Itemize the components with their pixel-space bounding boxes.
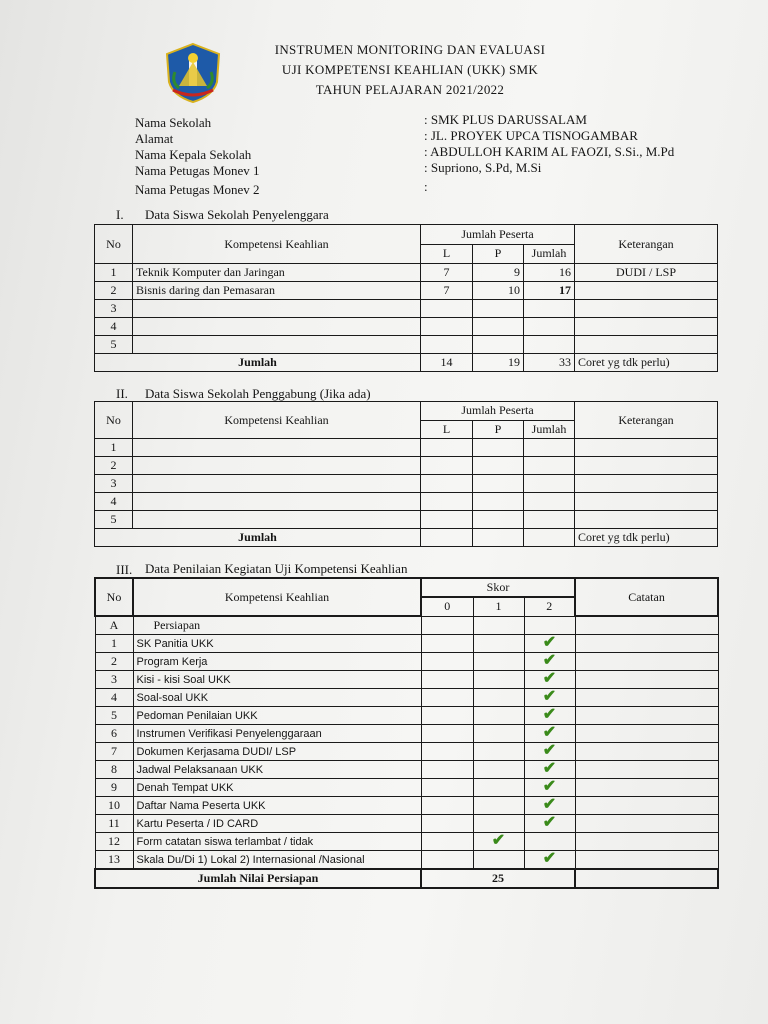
col-header-jumlah: Jumlah: [524, 420, 575, 439]
cell-l: [421, 475, 473, 493]
cell-skor-0: [421, 743, 473, 761]
checkmark-icon: ✔: [491, 832, 506, 849]
group-no: A: [95, 616, 133, 635]
cell-no: 6: [95, 725, 133, 743]
cell-l: [421, 318, 473, 336]
table-row: [95, 635, 718, 653]
table-row: [95, 797, 718, 815]
cell-no: 8: [95, 761, 133, 779]
header-title-line2: UJI KOMPETENSI KEAHLIAN (UKK) SMK: [281, 62, 539, 77]
cell-kompetensi: [133, 439, 421, 457]
cell-kompetensi: Skala Du/Di 1) Lokal 2) Internasional /Nasional: [133, 851, 421, 870]
section1-table: [94, 224, 718, 372]
checkmark-icon: ✔: [542, 688, 557, 705]
cell-no: 3: [95, 475, 133, 493]
cell-catatan: [575, 833, 718, 851]
col-header-keterangan: Keterangan: [575, 402, 718, 439]
table-row: [95, 851, 718, 870]
col-header-kompetensi: Kompetensi Keahlian: [133, 402, 421, 439]
cell-skor-0: [421, 797, 473, 815]
section3-number: III.: [116, 562, 133, 577]
cell-no: 4: [95, 318, 133, 336]
total-label: Jumlah: [95, 529, 421, 547]
cell-p: [473, 511, 524, 529]
cell-no: 11: [95, 815, 133, 833]
cell-no: 13: [95, 851, 133, 870]
total-jumlah: 33: [524, 354, 575, 372]
table-row: [95, 761, 718, 779]
checkmark-icon: ✔: [542, 778, 557, 795]
col-header-skor-1: 1: [473, 597, 524, 616]
cell-skor-2: [524, 743, 575, 761]
total-l: [421, 529, 473, 547]
cell-skor-2: [524, 707, 575, 725]
cell-l: [421, 336, 473, 354]
cell-p: [473, 439, 524, 457]
table-row: [95, 457, 718, 475]
cell-keterangan: [575, 511, 718, 529]
cell-skor-1: [473, 671, 524, 689]
cell-catatan: [575, 689, 718, 707]
col-header-skor: Skor: [421, 578, 575, 597]
cell-skor-0: [421, 689, 473, 707]
checkmark-icon: ✔: [542, 814, 557, 831]
col-header-kompetensi: Kompetensi Keahlian: [133, 578, 421, 616]
cell-no: 2: [95, 653, 133, 671]
cell-skor-2: [524, 761, 575, 779]
cell-kompetensi: Kartu Peserta / ID CARD: [133, 815, 421, 833]
info-value: : JL. PROYEK UPCA TISNOGAMBAR: [424, 128, 638, 143]
table-row: [95, 779, 718, 797]
cell-no: 3: [95, 300, 133, 318]
cell-skor-1: [473, 635, 524, 653]
cell-kompetensi: Teknik Komputer dan Jaringan: [133, 264, 421, 282]
cell-skor-0: [421, 635, 473, 653]
cell-jumlah: [524, 493, 575, 511]
table-row: [95, 707, 718, 725]
cell-skor-2: [524, 689, 575, 707]
checkmark-icon: ✔: [542, 742, 557, 759]
info-value: : ABDULLOH KARIM AL FAOZI, S.Si., M.Pd: [424, 144, 675, 159]
col-header-jumlah-peserta: Jumlah Peserta: [421, 402, 575, 421]
table-row: [95, 653, 718, 671]
cell-l: 7: [421, 264, 473, 282]
cell-skor-1: [473, 743, 524, 761]
cell-no: 5: [95, 336, 133, 354]
cell-no: 1: [95, 635, 133, 653]
cell-kompetensi: Bisnis daring dan Pemasaran: [133, 282, 421, 300]
cell-jumlah: 16: [524, 264, 575, 282]
col-header-skor-0: 0: [421, 597, 473, 616]
total-value: 25: [421, 869, 575, 888]
cell-skor-0: [421, 671, 473, 689]
table-row: [95, 475, 718, 493]
cell-skor-2: [524, 653, 575, 671]
cell-p: [473, 493, 524, 511]
cell-skor-1: [473, 797, 524, 815]
cell-no: 10: [95, 797, 133, 815]
cell-catatan: [575, 616, 718, 635]
cell-no: 3: [95, 671, 133, 689]
cell-skor-2: [524, 725, 575, 743]
table-row: [95, 743, 718, 761]
cell-kompetensi: Daftar Nama Peserta UKK: [133, 797, 421, 815]
col-header-kompetensi: Kompetensi Keahlian: [133, 225, 421, 264]
cell-jumlah: [524, 318, 575, 336]
table-row: [95, 264, 718, 282]
checkmark-icon: ✔: [542, 724, 557, 741]
table-row: [95, 671, 718, 689]
col-header-p: P: [473, 420, 524, 439]
checkmark-icon: ✔: [542, 706, 557, 723]
total-keterangan: Coret yg tdk perlu): [575, 354, 718, 372]
cell-p: [473, 475, 524, 493]
info-values: [424, 112, 675, 195]
table-row: [95, 511, 718, 529]
cell-kompetensi: Form catatan siswa terlambat / tidak: [133, 833, 421, 851]
cell-kompetensi: Dokumen Kerjasama DUDI/ LSP: [133, 743, 421, 761]
cell-catatan: [575, 815, 718, 833]
cell-keterangan: [575, 282, 718, 300]
cell-kompetensi: Kisi - kisi Soal UKK: [133, 671, 421, 689]
info-value: : Supriono, S.Pd, M.Si: [424, 160, 542, 175]
cell-kompetensi: [133, 318, 421, 336]
cell-skor-0: [421, 851, 473, 870]
cell-skor-1: [473, 707, 524, 725]
cell-no: 9: [95, 779, 133, 797]
total-row: [95, 529, 718, 547]
cell-keterangan: [575, 300, 718, 318]
total-jumlah: [524, 529, 575, 547]
cell-skor-1: [473, 761, 524, 779]
cell-p: [473, 336, 524, 354]
total-row: [95, 354, 718, 372]
province-emblem-logo: [163, 42, 223, 104]
info-label: Nama Petugas Monev 1: [135, 163, 260, 178]
cell-skor-1: [473, 815, 524, 833]
total-keterangan: Coret yg tdk perlu): [575, 529, 718, 547]
cell-p: [473, 318, 524, 336]
col-header-skor-2: 2: [524, 597, 575, 616]
section2-title: Data Siswa Sekolah Penggabung (Jika ada): [145, 386, 371, 401]
table-row: [95, 493, 718, 511]
total-p: 19: [473, 354, 524, 372]
cell-catatan: [575, 743, 718, 761]
cell-kompetensi: Pedoman Penilaian UKK: [133, 707, 421, 725]
cell-kompetensi: [133, 475, 421, 493]
col-header-l: L: [421, 244, 473, 264]
section3-title: Data Penilaian Kegiatan Uji Kompetensi Keahlian: [145, 561, 408, 576]
table-row: [95, 336, 718, 354]
cell-skor-2: [524, 635, 575, 653]
cell-keterangan: DUDI / LSP: [575, 264, 718, 282]
checkmark-icon: ✔: [542, 850, 557, 867]
cell-l: [421, 439, 473, 457]
cell-no: 4: [95, 493, 133, 511]
checkmark-icon: ✔: [542, 634, 557, 651]
info-value: : SMK PLUS DARUSSALAM: [424, 112, 587, 127]
cell-skor-0: [421, 815, 473, 833]
col-header-keterangan: Keterangan: [575, 225, 718, 264]
total-label: Jumlah: [95, 354, 421, 372]
cell-catatan: [575, 653, 718, 671]
checkmark-icon: ✔: [542, 796, 557, 813]
cell-no: 12: [95, 833, 133, 851]
cell-skor-0: [421, 725, 473, 743]
cell-skor-2: [524, 851, 575, 870]
col-header-no: No: [95, 225, 133, 264]
cell-skor-2: [524, 833, 575, 851]
table-row: [95, 439, 718, 457]
cell-jumlah: 17: [524, 282, 575, 300]
cell-p: 9: [473, 264, 524, 282]
cell-catatan: [575, 851, 718, 870]
total-label: Jumlah Nilai Persiapan: [95, 869, 421, 888]
section3-table: [94, 577, 719, 889]
cell-no: 2: [95, 457, 133, 475]
cell-skor-1: [473, 616, 524, 635]
cell-kompetensi: [133, 300, 421, 318]
cell-kompetensi: Denah Tempat UKK: [133, 779, 421, 797]
cell-keterangan: [575, 493, 718, 511]
cell-keterangan: [575, 439, 718, 457]
cell-no: 1: [95, 439, 133, 457]
cell-skor-1: [473, 653, 524, 671]
cell-skor-0: [421, 779, 473, 797]
col-header-jumlah: Jumlah: [524, 244, 575, 264]
cell-skor-1: [473, 689, 524, 707]
cell-skor-0: [421, 833, 473, 851]
checkmark-icon: ✔: [542, 670, 557, 687]
cell-no: 5: [95, 707, 133, 725]
col-header-l: L: [421, 420, 473, 439]
cell-skor-1: [473, 779, 524, 797]
cell-skor-0: [421, 707, 473, 725]
cell-skor-0: [421, 616, 473, 635]
section1-title: Data Siswa Sekolah Penyelenggara: [145, 207, 329, 222]
table-row: [95, 318, 718, 336]
cell-skor-2: [524, 779, 575, 797]
cell-l: [421, 457, 473, 475]
cell-kompetensi: [133, 511, 421, 529]
cell-skor-1: [473, 725, 524, 743]
cell-jumlah: [524, 511, 575, 529]
total-row: [95, 869, 718, 888]
info-value: :: [424, 179, 428, 194]
cell-skor-2: [524, 797, 575, 815]
cell-catatan: [575, 707, 718, 725]
col-header-no: No: [95, 578, 133, 616]
cell-kompetensi: SK Panitia UKK: [133, 635, 421, 653]
cell-keterangan: [575, 318, 718, 336]
cell-no: 2: [95, 282, 133, 300]
cell-keterangan: [575, 457, 718, 475]
cell-skor-2: [524, 671, 575, 689]
cell-kompetensi: Soal-soal UKK: [133, 689, 421, 707]
cell-p: [473, 457, 524, 475]
cell-p: [473, 300, 524, 318]
cell-kompetensi: Jadwal Pelaksanaan UKK: [133, 761, 421, 779]
info-labels: [135, 115, 260, 198]
table-row: [95, 833, 718, 851]
cell-p: 10: [473, 282, 524, 300]
section2-number: II.: [116, 386, 128, 401]
table-row: [95, 300, 718, 318]
cell-skor-0: [421, 761, 473, 779]
header-title-line1: INSTRUMEN MONITORING DAN EVALUASI: [274, 42, 546, 57]
total-l: 14: [421, 354, 473, 372]
cell-kompetensi: [133, 457, 421, 475]
info-label: Alamat: [135, 131, 174, 146]
section1-number: I.: [116, 207, 124, 222]
cell-no: 4: [95, 689, 133, 707]
cell-kompetensi: [133, 493, 421, 511]
cell-keterangan: [575, 475, 718, 493]
cell-jumlah: [524, 457, 575, 475]
total-catatan: [575, 869, 718, 888]
section3-rows: [95, 635, 718, 870]
cell-catatan: [575, 725, 718, 743]
cell-skor-1: [473, 851, 524, 870]
cell-catatan: [575, 635, 718, 653]
cell-jumlah: [524, 475, 575, 493]
col-header-no: No: [95, 402, 133, 439]
cell-l: [421, 493, 473, 511]
total-p: [473, 529, 524, 547]
cell-l: [421, 511, 473, 529]
cell-keterangan: [575, 336, 718, 354]
cell-no: 5: [95, 511, 133, 529]
cell-catatan: [575, 779, 718, 797]
cell-jumlah: [524, 439, 575, 457]
cell-l: 7: [421, 282, 473, 300]
section2-table: [94, 401, 718, 547]
cell-catatan: [575, 797, 718, 815]
cell-no: 7: [95, 743, 133, 761]
col-header-catatan: Catatan: [575, 578, 718, 616]
cell-jumlah: [524, 300, 575, 318]
group-row: [95, 616, 718, 635]
cell-catatan: [575, 761, 718, 779]
group-label: Persiapan: [133, 616, 421, 635]
table-row: [95, 689, 718, 707]
cell-l: [421, 300, 473, 318]
info-label: Nama Sekolah: [135, 115, 212, 130]
table-row: [95, 282, 718, 300]
cell-kompetensi: Program Kerja: [133, 653, 421, 671]
cell-kompetensi: [133, 336, 421, 354]
col-header-jumlah-peserta: Jumlah Peserta: [421, 225, 575, 245]
cell-kompetensi: Instrumen Verifikasi Penyelenggaraan: [133, 725, 421, 743]
cell-catatan: [575, 671, 718, 689]
info-label: Nama Kepala Sekolah: [135, 147, 252, 162]
cell-no: 1: [95, 264, 133, 282]
cell-skor-2: [524, 616, 575, 635]
table-row: [95, 815, 718, 833]
col-header-p: P: [473, 244, 524, 264]
cell-jumlah: [524, 336, 575, 354]
cell-skor-2: [524, 815, 575, 833]
header-title-line3: TAHUN PELAJARAN 2021/2022: [315, 82, 505, 97]
cell-skor-1: [473, 833, 524, 851]
table-row: [95, 725, 718, 743]
checkmark-icon: ✔: [542, 652, 557, 669]
info-label: Nama Petugas Monev 2: [135, 182, 260, 197]
cell-skor-0: [421, 653, 473, 671]
checkmark-icon: ✔: [542, 760, 557, 777]
